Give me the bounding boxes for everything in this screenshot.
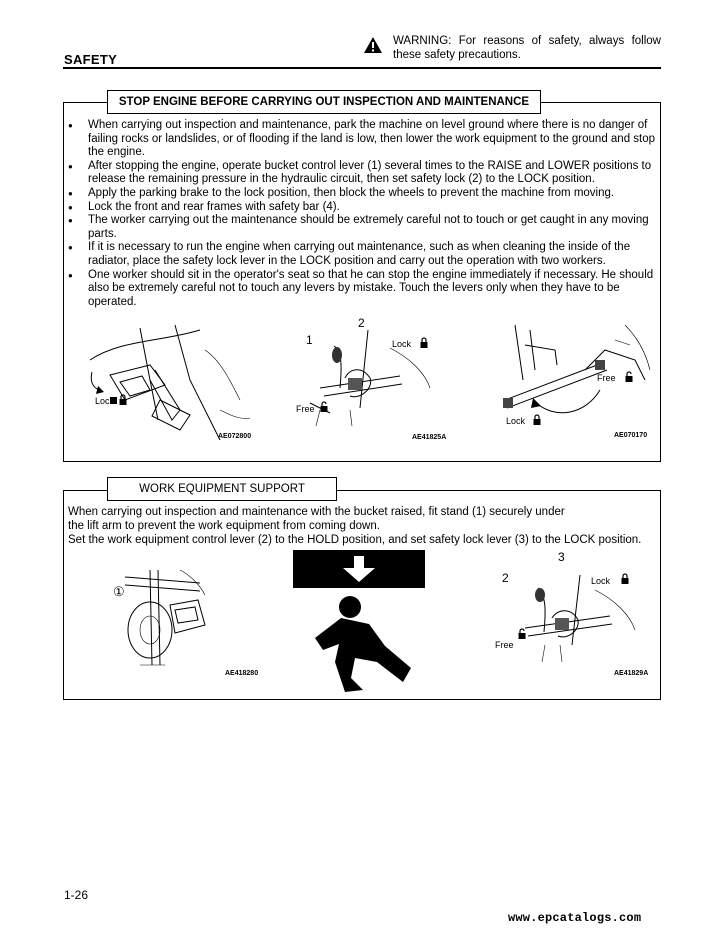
section-title: SAFETY (64, 52, 118, 67)
hold-lever-illustration (500, 560, 640, 665)
instruction-line: the lift arm to prevent the work equipment from coming down. (68, 519, 380, 532)
lock-label: Lock (95, 396, 115, 406)
padlock-open-icon (320, 401, 328, 412)
list-item: ● Lock the front and rear frames with safety bar (4). (68, 201, 658, 215)
site-watermark: www.epcatalogs.com (508, 911, 642, 925)
figure-caption: AE072800 (218, 433, 252, 440)
free-label: Free (495, 640, 514, 650)
list-item: ● If it is necessary to run the engine when carrying out maintenance, such as when cleaning the inside of the radiator, place the safety lock lever in the LOCK position and carry out the operation with two workers. (68, 241, 658, 268)
padlock-icon (533, 414, 541, 425)
figure-caption: AE418280 (225, 670, 259, 677)
free-label: Free (296, 404, 315, 414)
stand-illustration (110, 565, 210, 670)
list-item: ● The worker carrying out the maintenance should be extremely careful not to touch or get caught in any moving parts. (68, 214, 658, 241)
lever-number: 2 (358, 316, 365, 330)
parking-brake-illustration (80, 320, 255, 445)
lock-label: Lock (392, 339, 412, 349)
padlock-icon (621, 573, 629, 584)
page-number: 1-26 (64, 888, 89, 902)
figure-caption: AE41829A (614, 670, 649, 677)
support-instructions (68, 506, 658, 547)
maintenance-bullet-list (68, 119, 658, 309)
list-item: ● When carrying out inspection and maintenance, park the machine on level ground where there is no danger of failing rocks or landslides, or of flooding if the land is low, then lower the work equipment to the ground and stop the engine. (68, 119, 658, 160)
padlock-open-icon (625, 371, 633, 382)
figure-caption: AE070170 (614, 432, 648, 439)
work-equipment-heading: WORK EQUIPMENT SUPPORT (107, 477, 337, 501)
warning-icon (363, 36, 383, 54)
figure-caption: AE41825A (412, 434, 447, 441)
header-divider (63, 67, 661, 69)
lever-number: 3 (558, 550, 565, 564)
list-item: ● After stopping the engine, operate bucket control lever (1) several times to the RAISE and LOWER positions to release the remaining pressure in the hydraulic circuit, then set safety lock (2) to the LOCK position. (68, 160, 658, 187)
free-label: Free (597, 373, 616, 383)
lever-number: 2 (502, 571, 509, 585)
stand-number: ① (113, 584, 125, 599)
warning-text: WARNING: For reasons of safety, always follow these safety precautions. (393, 35, 661, 61)
list-item: ● One worker should sit in the operator's seat so that he can stop the engine immediately if necessary. He should also be extremely careful not to touch any levers by mistake. Touch the levers only when they have to be operated. (68, 269, 658, 310)
padlock-open-icon (518, 628, 526, 639)
padlock-icon (420, 337, 428, 348)
lock-label: Lock (591, 576, 611, 586)
list-item: ● Apply the parking brake to the lock position, then block the wheels to prevent the machine from moving. (68, 187, 658, 201)
lock-label: Lock (506, 416, 526, 426)
instruction-line: When carrying out inspection and maintenance with the bucket raised, fit stand (1) securely under (68, 506, 565, 518)
lever-number: 1 (306, 333, 313, 347)
crush-hazard-pictogram (293, 550, 425, 695)
padlock-icon (119, 394, 127, 405)
stop-engine-heading: STOP ENGINE BEFORE CARRYING OUT INSPECTION AND MAINTENANCE (107, 90, 541, 114)
instruction-line: Set the work equipment control lever (2) to the HOLD position, and set safety lock lever (3) to the LOCK position. (68, 533, 642, 546)
